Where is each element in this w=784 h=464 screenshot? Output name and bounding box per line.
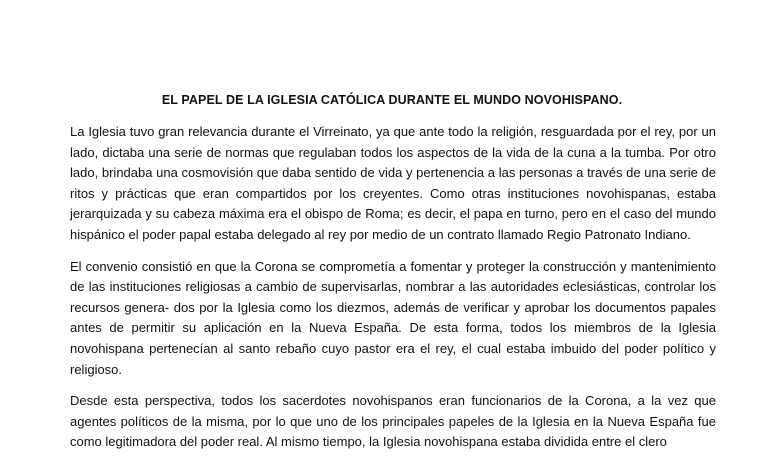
paragraph: Desde esta perspectiva, todos los sacerdotes novohispanos eran funcionarios de la Corona, a la vez que agentes políticos de la misma, por lo que uno de los principales papeles de la Iglesia en la Nueva España fue como legitimadora del poder real. Al mismo tiempo, la Iglesia novohispana estaba dividida entre el clero <box>70 393 716 450</box>
paragraph: El convenio consistió en que la Corona se comprometía a fomentar y proteger la construcción y mantenimiento de las instituciones religiosas a cambio de supervisarlas, nombrar a las autoridades eclesiásticas, controlar los recursos genera- dos por la Iglesia como los diezmos, además de verificar y aprobar los documentos papales antes de permitir su aplicación en la Nueva España. De esta forma, todos los miembros de la Iglesia novohispana pertenecían al santo rebaño cuyo pastor era el rey, el cual estaba imbuido del poder político y religioso. <box>70 258 716 377</box>
document-title: EL PAPEL DE LA IGLESIA CATÓLICA DURANTE EL MUNDO NOVOHISPANO. <box>161 93 623 107</box>
paragraph: La Iglesia tuvo gran relevancia durante el Virreinato, ya que ante todo la religión, resguardada por el rey, por un lado, dictaba una serie de normas que regulaban todos los aspectos de la vida de la cuna a la tumba. Por otro lado, brindaba una cosmovisión que daba sentido de vida y pertenencia a las personas a través de una serie de ritos y prácticas que eran compartidos por los creyentes. Como otras instituciones novohispanas, estaba jerarquizada y su cabeza máxima era el obispo de Roma; es decir, el papa en turno, pero en el caso del mundo hispánico el poder papal estaba delegado al rey por medio de un contrato llamado Regio Patronato Indiano. <box>70 124 716 242</box>
document-body <box>70 122 716 464</box>
